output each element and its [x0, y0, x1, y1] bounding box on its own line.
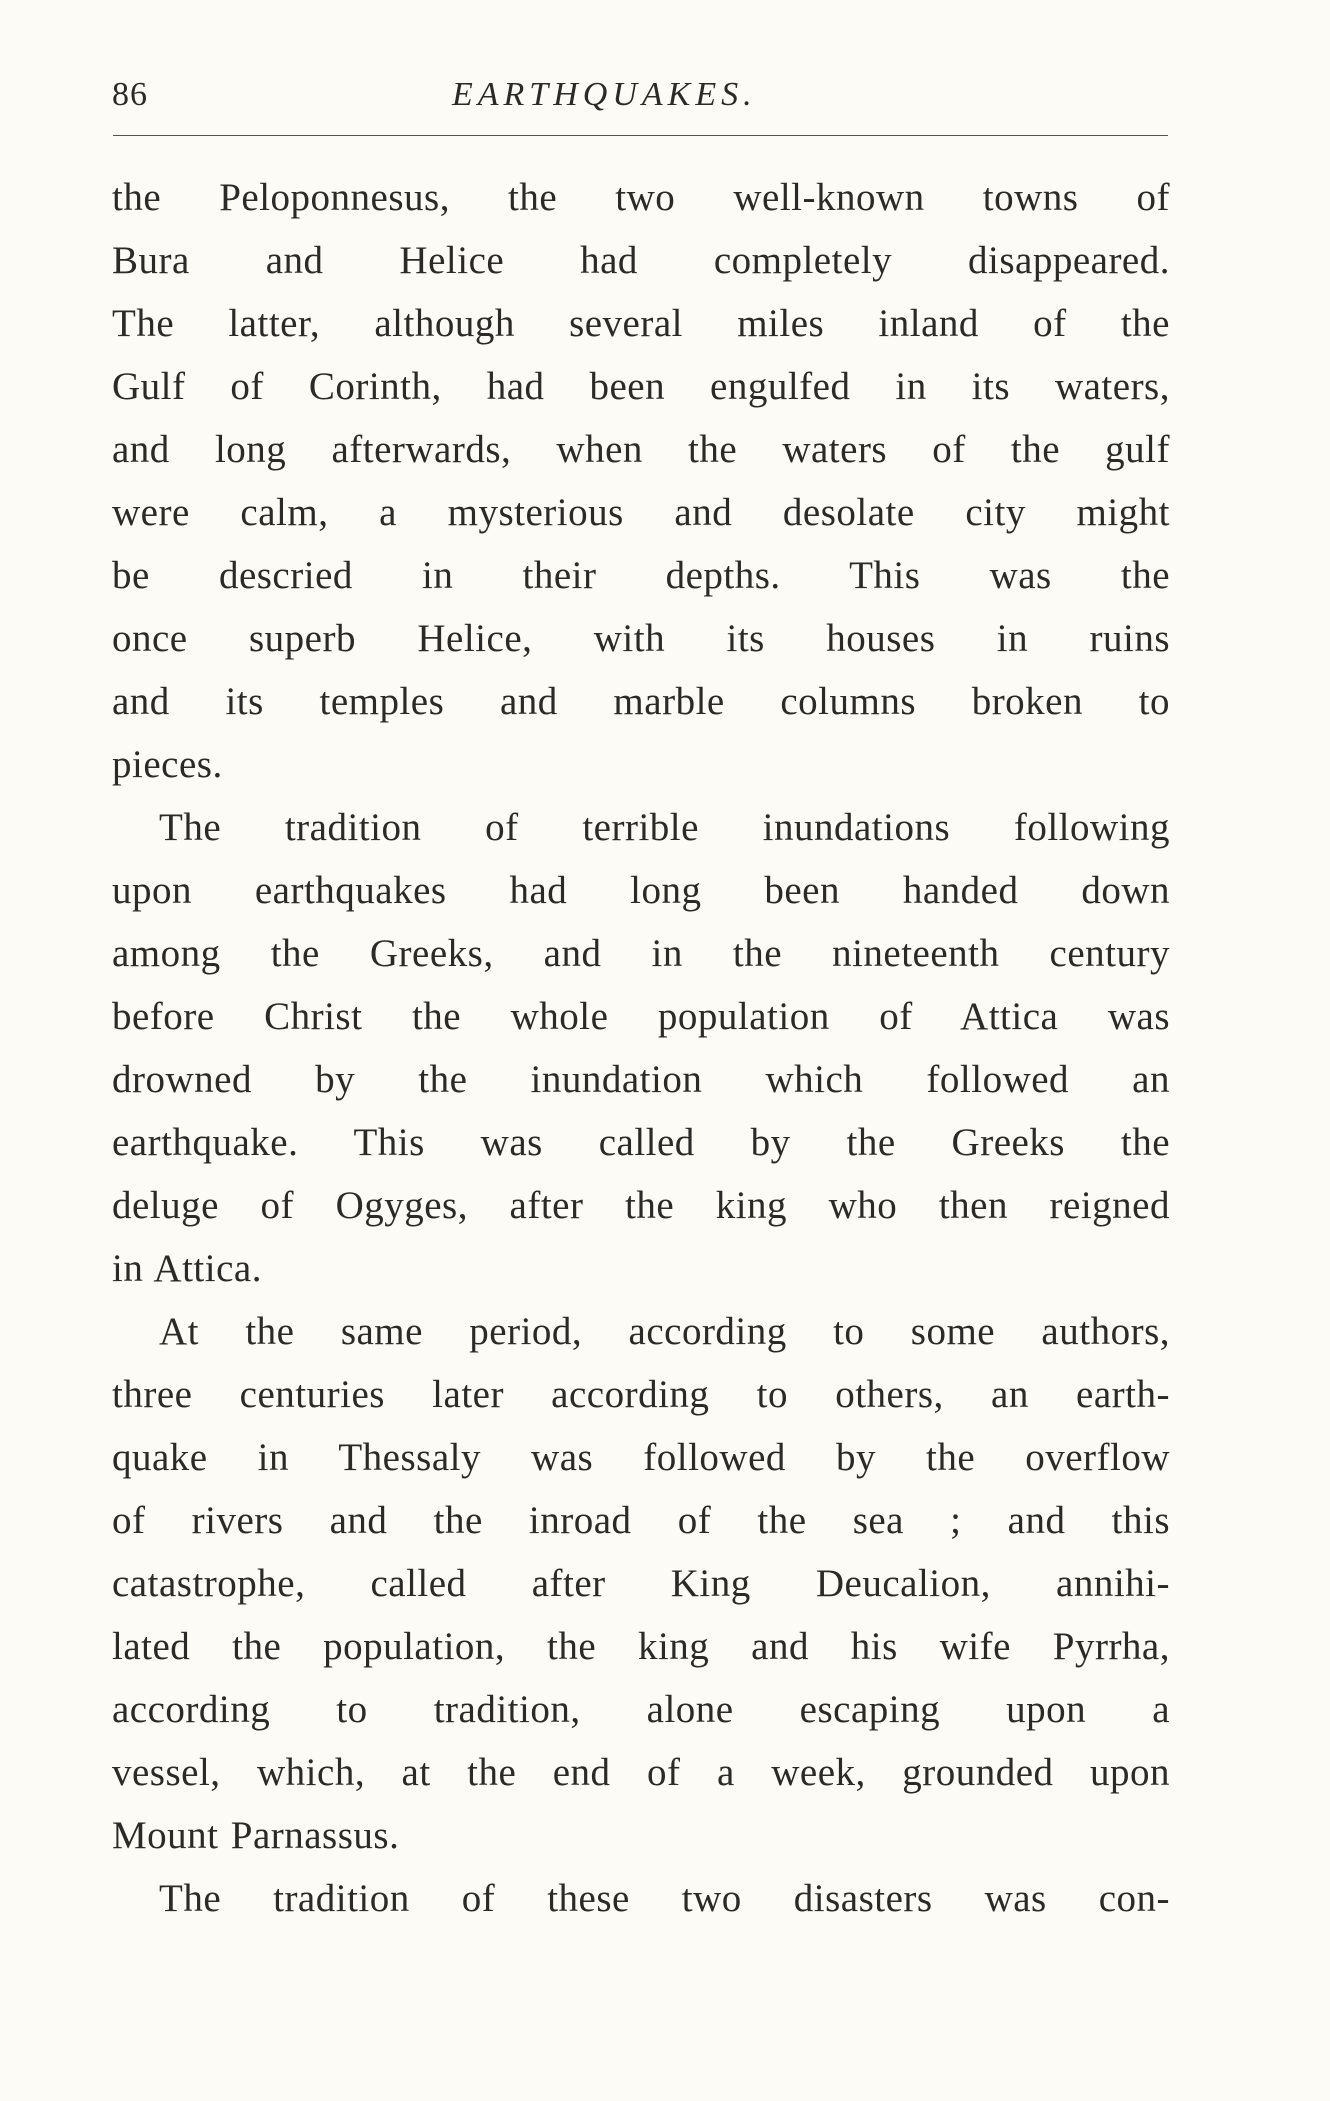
text-line: Gulf of Corinth, had been engulfed in its waters,	[112, 365, 1170, 408]
text-line: before Christ the whole population of Attica was	[112, 995, 1170, 1038]
text-line: deluge of Ogyges, after the king who then reigned	[112, 1184, 1170, 1227]
text-line: were calm, a mysterious and desolate city might	[112, 491, 1170, 534]
text-line: lated the population, the king and his wife Pyrrha,	[112, 1625, 1170, 1668]
page-number: 86	[112, 76, 148, 113]
text-line: once superb Helice, with its houses in ruins	[112, 617, 1170, 660]
text-line: three centuries later according to others, an earth-	[112, 1373, 1170, 1416]
header-rule	[113, 135, 1168, 136]
text-line: of rivers and the inroad of the sea ; and this	[112, 1499, 1170, 1542]
running-title: EARTHQUAKES.	[452, 76, 757, 113]
text-line: and long afterwards, when the waters of the gulf	[112, 428, 1170, 471]
text-line: quake in Thessaly was followed by the overflow	[112, 1436, 1170, 1479]
paragraph-first-line: The tradition of these two disasters was con-	[159, 1877, 1170, 1920]
text-line: earthquake. This was called by the Greeks the	[112, 1121, 1170, 1164]
text-line: according to tradition, alone escaping upon a	[112, 1688, 1170, 1731]
paragraph-first-line: The tradition of terrible inundations following	[159, 806, 1170, 849]
text-line: vessel, which, at the end of a week, grounded upon	[112, 1751, 1170, 1794]
paragraph-first-line: At the same period, according to some authors,	[159, 1310, 1170, 1353]
text-line: and its temples and marble columns broken to	[112, 680, 1170, 723]
text-line: drowned by the inundation which followed an	[112, 1058, 1170, 1101]
running-head	[112, 76, 1170, 126]
text-line: Mount Parnassus.	[112, 1814, 400, 1857]
text-line: The latter, although several miles inland of the	[112, 302, 1170, 345]
text-line: Bura and Helice had completely disappeared.	[112, 239, 1170, 282]
text-line: upon earthquakes had long been handed down	[112, 869, 1170, 912]
text-line: among the Greeks, and in the nineteenth century	[112, 932, 1170, 975]
body-text	[112, 166, 1170, 1930]
text-line: the Peloponnesus, the two well-known towns of	[112, 176, 1170, 219]
text-line: be descried in their depths. This was the	[112, 554, 1170, 597]
text-line: pieces.	[112, 743, 223, 786]
text-line: catastrophe, called after King Deucalion, annihi-	[112, 1562, 1170, 1605]
text-line: in Attica.	[112, 1247, 262, 1290]
